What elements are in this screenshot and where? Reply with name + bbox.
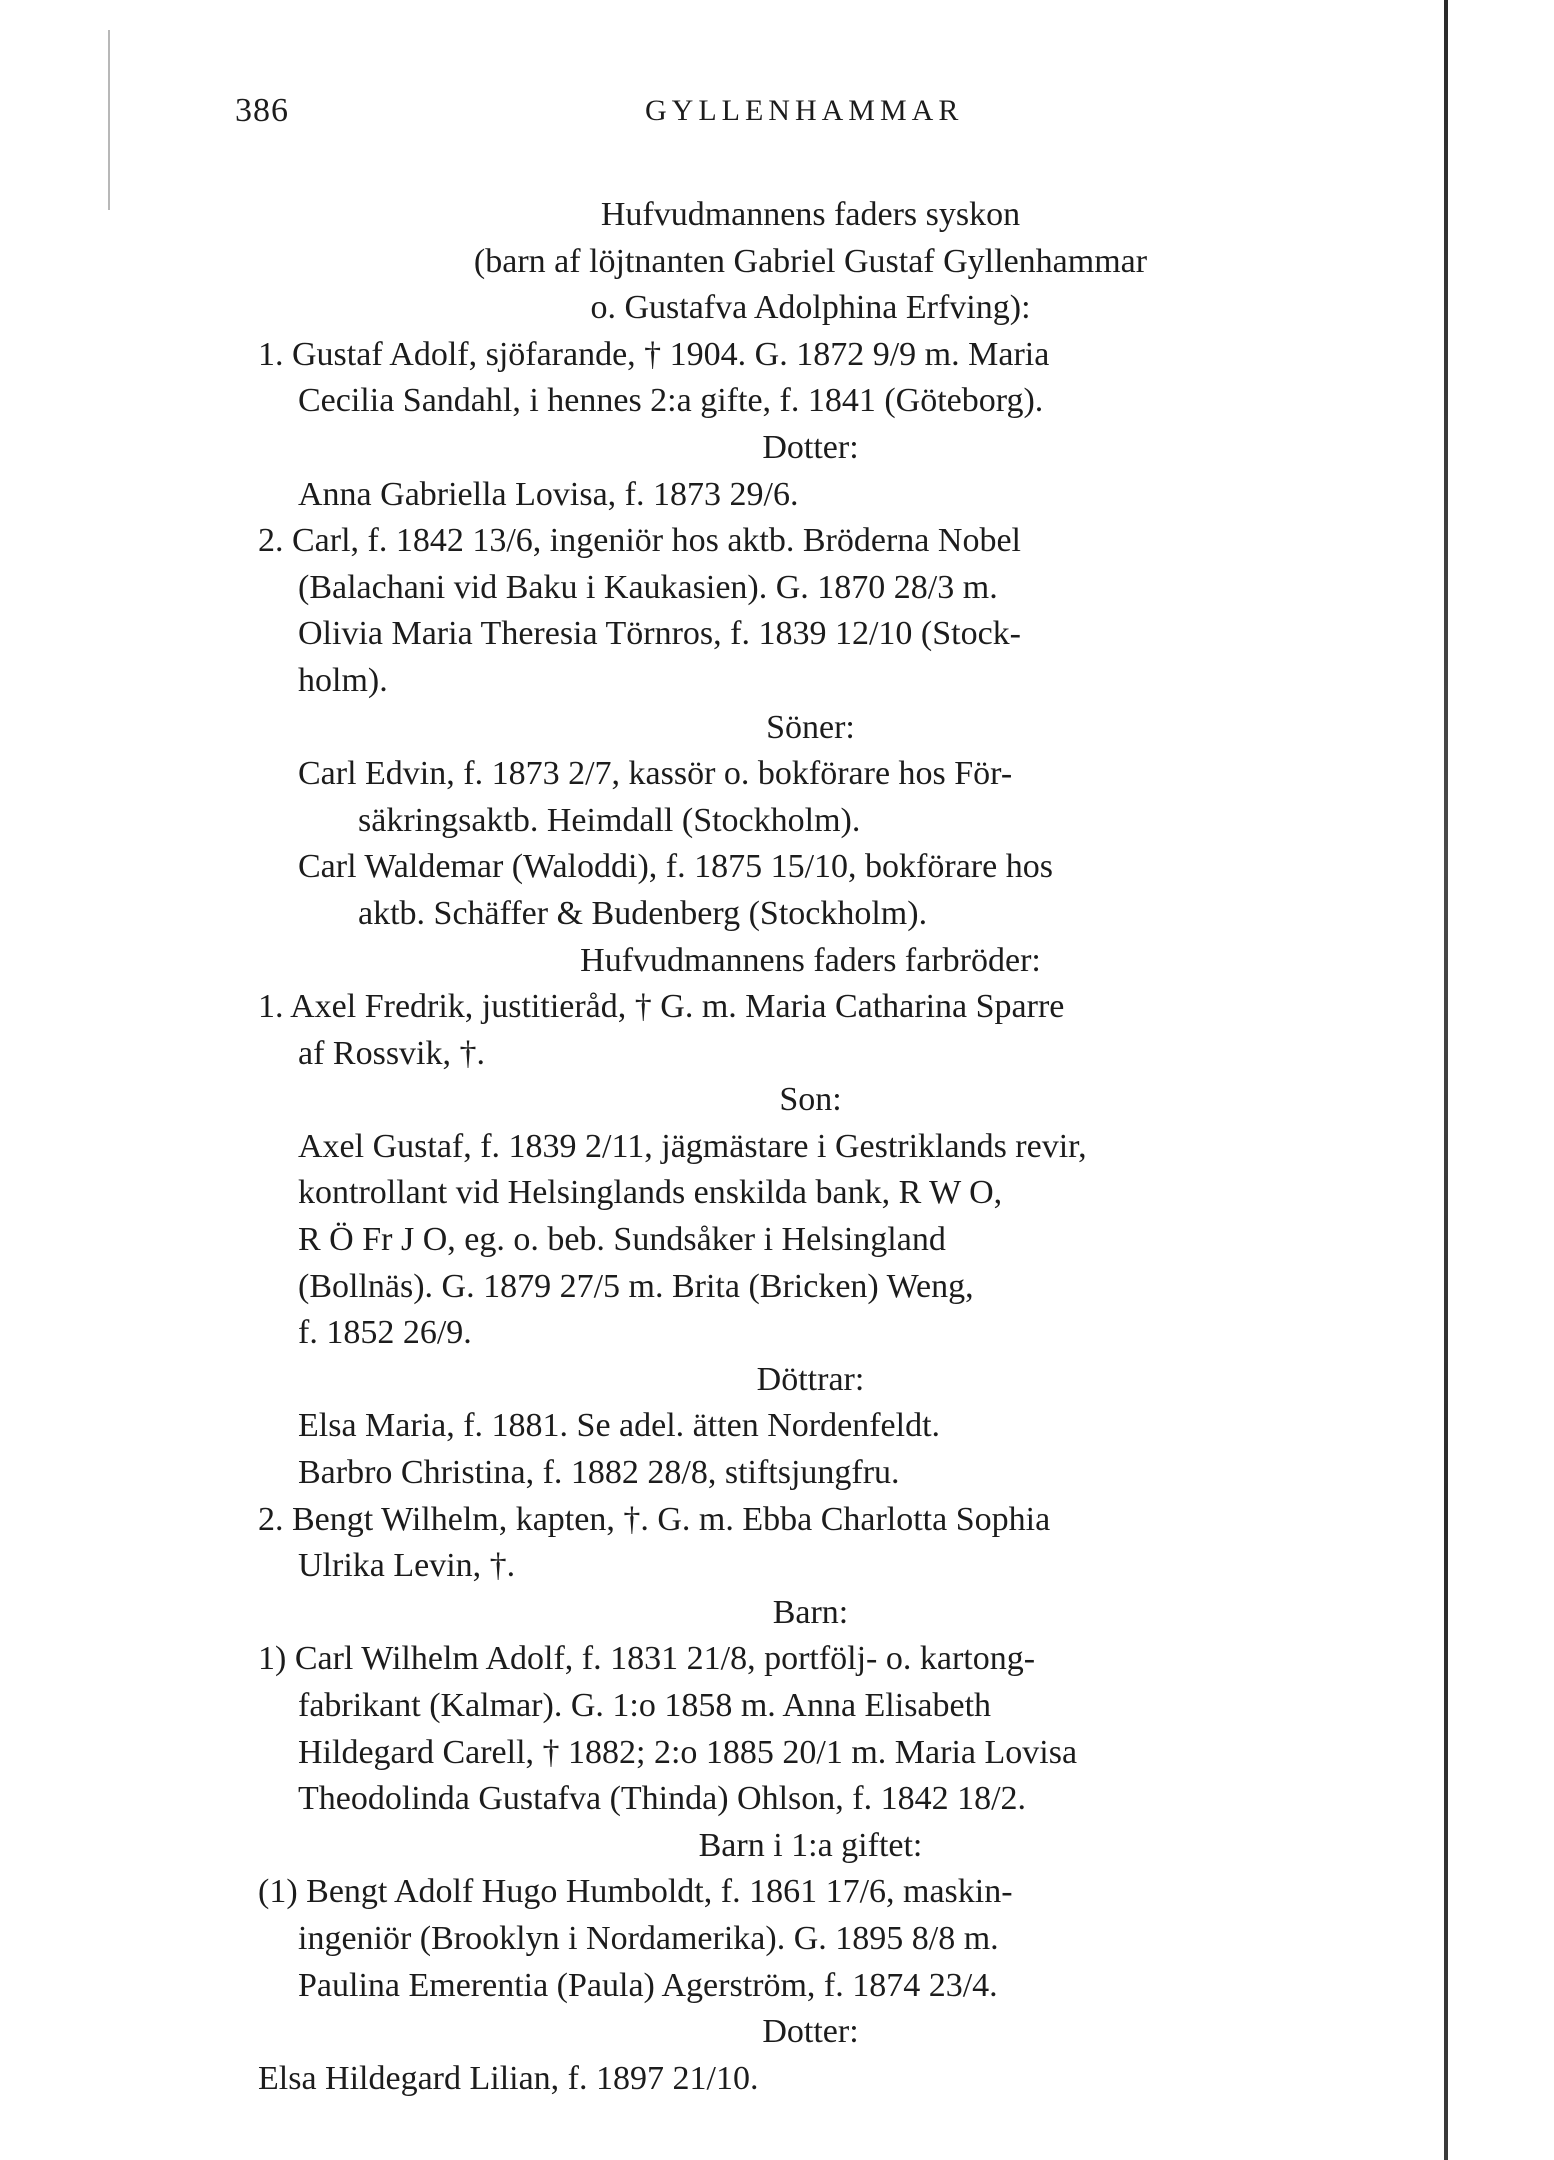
text-line: Paulina Emerentia (Paula) Agerström, f. 1874 23/4.	[298, 1966, 998, 2004]
text-line: fabrikant (Kalmar). G. 1:o 1858 m. Anna Elisabeth	[298, 1687, 992, 1724]
subsection-heading: Döttrar:	[756, 1360, 865, 1398]
subsection-heading: Dotter:	[762, 2013, 859, 2051]
entry-line: 1. Axel Fredrik, justitieråd, † G. m. Maria Catharina Sparre	[258, 988, 1065, 1026]
text-line: kontrollant vid Helsinglands enskilda bank, R W O,	[298, 1174, 1003, 1212]
text-line: Theodolinda Gustafva (Thinda) Ohlson, f. 1842 18/2.	[298, 1780, 1027, 1818]
entry-line: 2. Bengt Wilhelm, kapten, †. G. m. Ebba Charlotta Sophia	[258, 1500, 1051, 1538]
entry-line: 1. Gustaf Adolf, sjöfarande, † 1904. G. 1872 9/9 m. Maria	[258, 335, 1050, 373]
genealogy-text	[258, 192, 1363, 2102]
text-line: Elsa Hildegard Lilian, f. 1897 21/10.	[258, 2059, 759, 2097]
subsection-heading: Son:	[779, 1081, 842, 1119]
text-line: Barbro Christina, f. 1882 28/8, stiftsjungfru.	[298, 1454, 900, 1492]
text-line: af Rossvik, †.	[298, 1034, 485, 1072]
entry-line: 2. Carl, f. 1842 13/6, ingeniör hos aktb. Bröderna Nobel	[258, 522, 1021, 560]
text-line: säkringsaktb. Heimdall (Stockholm).	[358, 801, 861, 839]
page-edge-shadow	[1444, 0, 1448, 2160]
text-line: Axel Gustaf, f. 1839 2/11, jägmästare i Gestriklands revir,	[298, 1127, 1087, 1165]
text-line: R Ö Fr J O, eg. o. beb. Sundsåker i Helsingland	[298, 1221, 946, 1259]
text-line: Carl Waldemar (Waloddi), f. 1875 15/10, bokförare hos	[298, 848, 1053, 886]
text-line: ingeniör (Brooklyn i Nordamerika). G. 1895 8/8 m.	[298, 1919, 999, 1957]
entry-line: 1) Carl Wilhelm Adolf, f. 1831 21/8, portfölj- o. kartong-	[258, 1640, 1036, 1678]
subsection-heading: Söner:	[766, 708, 855, 746]
text-line: Anna Gabriella Lovisa, f. 1873 29/6.	[298, 475, 799, 513]
subsection-heading: Dotter:	[762, 428, 859, 466]
text-line: aktb. Schäffer & Budenberg (Stockholm).	[358, 894, 928, 932]
text-line: holm).	[298, 661, 388, 699]
subsection-heading: Barn:	[772, 1593, 849, 1631]
text-line: Olivia Maria Theresia Törnros, f. 1839 12/10 (Stock-	[298, 615, 1021, 653]
page-gutter-line	[108, 30, 110, 210]
text-line: o. Gustafva Adolphina Erfving):	[590, 289, 1031, 327]
text-line: (Bollnäs). G. 1879 27/5 m. Brita (Bricken) Weng,	[298, 1267, 974, 1305]
text-line: Carl Edvin, f. 1873 2/7, kassör o. bokförare hos För-	[298, 755, 1013, 793]
entry-line: (1) Bengt Adolf Hugo Humboldt, f. 1861 17/6, maskin-	[258, 1873, 1013, 1911]
text-line: f. 1852 26/9.	[298, 1314, 472, 1352]
text-line: (Balachani vid Baku i Kaukasien). G. 1870 28/3 m.	[298, 568, 998, 606]
page-number: 386	[235, 92, 289, 129]
text-line: Elsa Maria, f. 1881. Se adel. ätten Nordenfeldt.	[298, 1407, 941, 1445]
text-line: Hildegard Carell, † 1882; 2:o 1885 20/1 m. Maria Lovisa	[298, 1733, 1078, 1771]
text-line: (barn af löjtnanten Gabriel Gustaf Gyllenhammar	[473, 242, 1148, 280]
section-heading: Hufvudmannens faders farbröder:	[580, 941, 1041, 979]
subsection-heading: Barn i 1:a giftet:	[698, 1826, 923, 1864]
text-line: Ulrika Levin, †.	[298, 1547, 516, 1585]
section-heading: Hufvudmannens faders syskon	[600, 196, 1021, 233]
text-line: Cecilia Sandahl, i hennes 2:a gifte, f. 1841 (Göteborg).	[298, 382, 1044, 420]
running-head: GYLLENHAMMAR	[645, 94, 964, 127]
page-header	[235, 92, 1394, 138]
